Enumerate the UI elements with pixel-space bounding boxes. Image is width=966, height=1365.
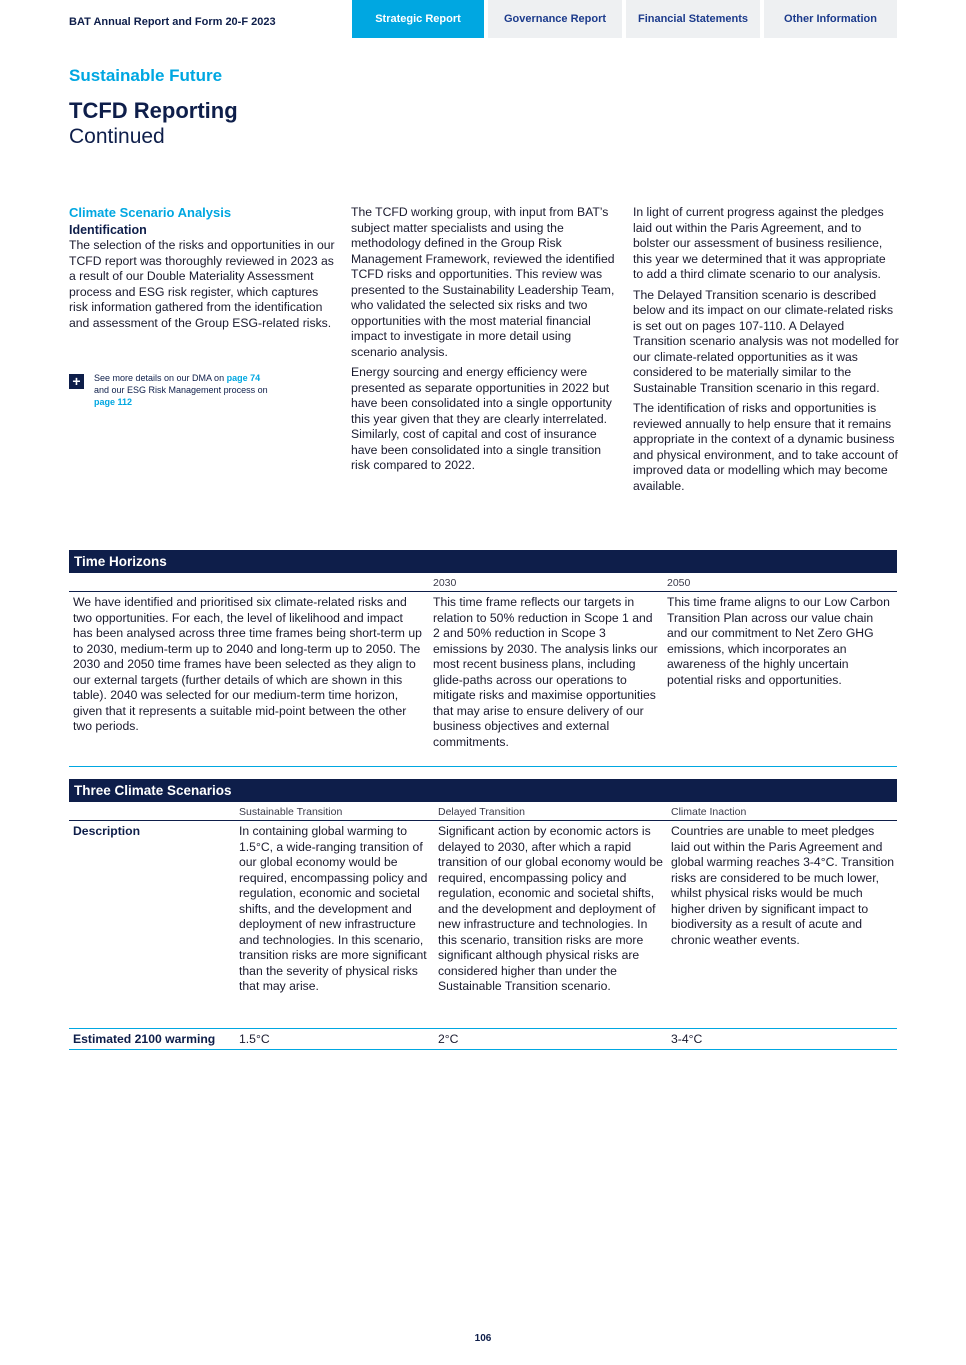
table-row (69, 1029, 897, 1050)
page-title: TCFD Reporting (69, 98, 238, 123)
climate-inaction-description: Countries are unable to meet pledges laid out within the Paris Agreement and global warming reaches 3-4°C. Transition risks are considered to be much lower, whilst physical risks would be much higher driven by significant impact to biodiversity as a result of acute and chronic weather events. (671, 824, 894, 947)
delayed-transition-paragraph: The Delayed Transition scenario is described below and its impact on our climate-related risks is set out on pages 107-110. A Delayed Transition scenario analysis was not modelled for our climate-related opportunities as it was considered to be materially similar to the Sustainable Transition scenario in this regard. (633, 287, 899, 395)
colhead-delayed-transition: Delayed Transition (438, 806, 525, 818)
table-row (69, 821, 897, 1029)
delayed-transition-description: Significant action by economic actors is delayed to 2030, after which a rapid transition of our global economy would be required, encompassing policy and regulation, economic and societal shifts, and the development and deployment of new infrastructure and technologies. In this scenario, transition risks are more significant although physical risks are considered higher than under the Sustainable Transition scenario. (438, 824, 663, 993)
climate-scenario-heading: Climate Scenario Analysis (69, 205, 232, 220)
column-3 (633, 205, 899, 499)
page-number: 106 (474, 1333, 492, 1344)
tab-strategic-report[interactable]: Strategic Report (352, 0, 484, 38)
top-bar (0, 0, 966, 38)
working-group-paragraph: The TCFD working group, with input from BAT’s subject matter specialists and using the methodology defined in the Group Risk Management Framework, reviewed the identified TCFD risks and opportunities. This review was presented to the Sustainability Leadership Team, who validated the selected six risks and two opportunities with the most material financial impact to investigate in more detail using scenario analysis. (351, 205, 615, 359)
annual-review-paragraph: The identification of risks and opportunities is reviewed annually to help ensure that it remains appropriate in the context of a dynamic business and physical environment, and to take account of improved data or modelling which may become available. (633, 401, 898, 493)
colhead-sustainable-transition: Sustainable Transition (239, 806, 343, 818)
time-horizons-table (69, 550, 897, 767)
plus-icon: + (69, 374, 84, 389)
column-1 (69, 205, 335, 336)
note-text (94, 372, 268, 408)
section-label: Sustainable Future (69, 66, 223, 85)
tab-other-information[interactable]: Other Information (764, 0, 897, 38)
warming-label: Estimated 2100 warming (73, 1032, 216, 1046)
colhead-climate-inaction: Climate Inaction (671, 806, 747, 818)
identification-subheading: Identification (69, 223, 147, 237)
cross-reference-note (69, 372, 335, 408)
energy-sourcing-paragraph: Energy sourcing and energy efficiency were presented as separate opportunities in 2022 but have been consolidated into a single opportunity this year given that they are clearly interrelated. Similarly, cost of capital and cost of insurance have been consolidated into a single transition risk compared to 2022. (351, 365, 612, 472)
note-text-risk: and our ESG Risk Management process on (94, 385, 268, 395)
report-title: BAT Annual Report and Form 20-F 2023 (69, 16, 276, 28)
tab-governance-report[interactable]: Governance Report (488, 0, 622, 38)
time-horizons-column-headers (69, 573, 897, 592)
colhead-2030: 2030 (433, 577, 457, 589)
warming-climate-inaction: 3-4°C (671, 1032, 703, 1046)
time-horizon-2050-text: This time frame aligns to our Low Carbon Transition Plan across our value chain and our commitment to Net Zero GHG emissions, which incorporates an awareness of the highly uncertain potential risks and opportunities. (667, 595, 890, 687)
note-text-dma: See more details on our DMA on (94, 373, 227, 383)
column-2 (351, 205, 617, 479)
time-horizons-intro: We have identified and prioritised six climate-related risks and two opportunities. For each, the level of likelihood and impact has been analysed across three time frames being short-term up to 2030, medium-term up to 2040 and long-term up to 2050. The 2030 and 2050 time frames have been selected as they align to our external targets (further details of which are shown in this table). 2040 was selected for our medium-term time horizon, given that it represents a suitable mid-point between the other two periods. (73, 595, 422, 733)
warming-delayed-transition: 2°C (438, 1032, 459, 1046)
sustainable-transition-description: In containing global warming to 1.5°C, a wide-ranging transition of our global economy would be required, encompassing policy and regulation, economic and societal shifts, and the development and deployment of new infrastructure and technologies. In this scenario, transition risks are more significant than the severity of physical risks that may arise. (239, 824, 428, 993)
warming-sustainable-transition: 1.5°C (239, 1032, 270, 1046)
paris-agreement-paragraph: In light of current progress against the pledges laid out within the Paris Agreement, and to bolster our assessment of business resilience, this year we determined that it was appropriate to add a third climate scenario to our analysis. (633, 205, 886, 281)
climate-scenarios-table (69, 779, 897, 1050)
section-tabs (352, 0, 897, 38)
identification-paragraph: The selection of the risks and opportunities in our TCFD report was thoroughly reviewed in 2023 as a result of our Double Materiality Assessment process and ESG risk register, which captures risk information gathered from the identification and assessment of the Group ESG-related risks. (69, 238, 335, 330)
link-page-74[interactable]: page 74 (226, 373, 261, 383)
time-horizon-2030-text: This time frame reflects our targets in relation to 50% reduction in Scope 1 and 2 and 50% reduction in Scope 3 emissions by 2030. The analysis links our most recent business plans, including glide-paths across our operations to mitigate risks and maximise opportunities that may arise to ensure delivery of our business objectives and external commitments. (433, 595, 658, 749)
colhead-2050: 2050 (667, 577, 691, 589)
link-page-112[interactable]: page 112 (94, 397, 133, 407)
description-label: Description (73, 824, 141, 838)
climate-scenarios-header: Three Climate Scenarios (69, 779, 897, 802)
climate-scenarios-column-headers (69, 802, 897, 821)
tab-financial-statements[interactable]: Financial Statements (626, 0, 760, 38)
table-row (69, 592, 897, 767)
time-horizons-header: Time Horizons (69, 550, 897, 573)
page-subtitle: Continued (69, 125, 165, 148)
